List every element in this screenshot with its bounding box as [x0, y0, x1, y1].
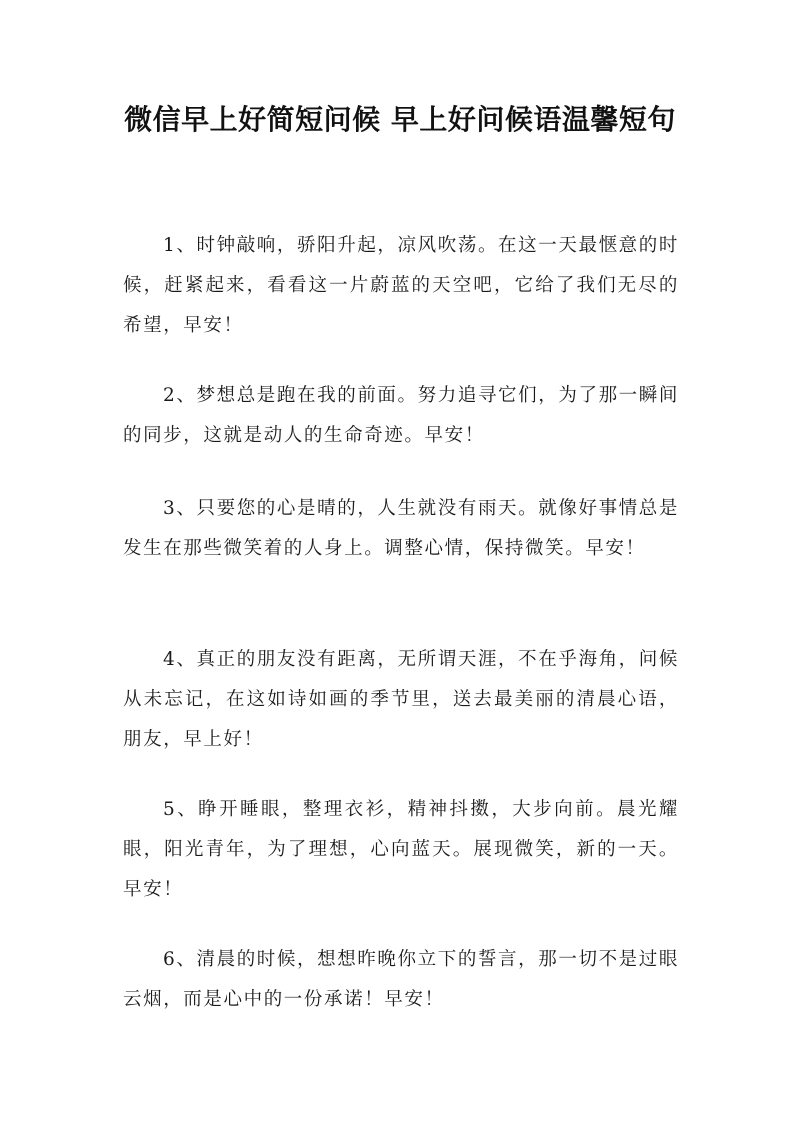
- document-title: 微信早上好简短问候 早上好问候语温馨短句: [124, 103, 676, 136]
- paragraph-4: 4、真正的朋友没有距离，无所谓天涯，不在乎海角，问候从未忘记，在这如诗如画的季节里，送去最美丽的清晨心语，朋友，早上好！: [123, 649, 679, 750]
- paragraph-3: 3、只要您的心是晴的，人生就没有雨天。就像好事情总是发生在那些微笑着的人身上。调整心情，保持微笑。早安！: [123, 498, 679, 559]
- paragraph-5: 5、睁开睡眼，整理衣衫，精神抖擞，大步向前。晨光耀眼，阳光青年，为了理想，心向蓝天。展现微笑，新的一天。早安！: [123, 799, 679, 900]
- paragraph-2: 2、梦想总是跑在我的前面。努力追寻它们，为了那一瞬间的同步，这就是动人的生命奇迹。早安！: [123, 385, 679, 446]
- paragraph-1: 1、时钟敲响，骄阳升起，凉风吹荡。在这一天最惬意的时候，赶紧起来，看看这一片蔚蓝的天空吧，它给了我们无尽的希望，早安！: [123, 235, 679, 336]
- paragraph-6: 6、清晨的时候，想想昨晚你立下的誓言，那一切不是过眼云烟，而是心中的一份承诺！早安！: [123, 949, 679, 1010]
